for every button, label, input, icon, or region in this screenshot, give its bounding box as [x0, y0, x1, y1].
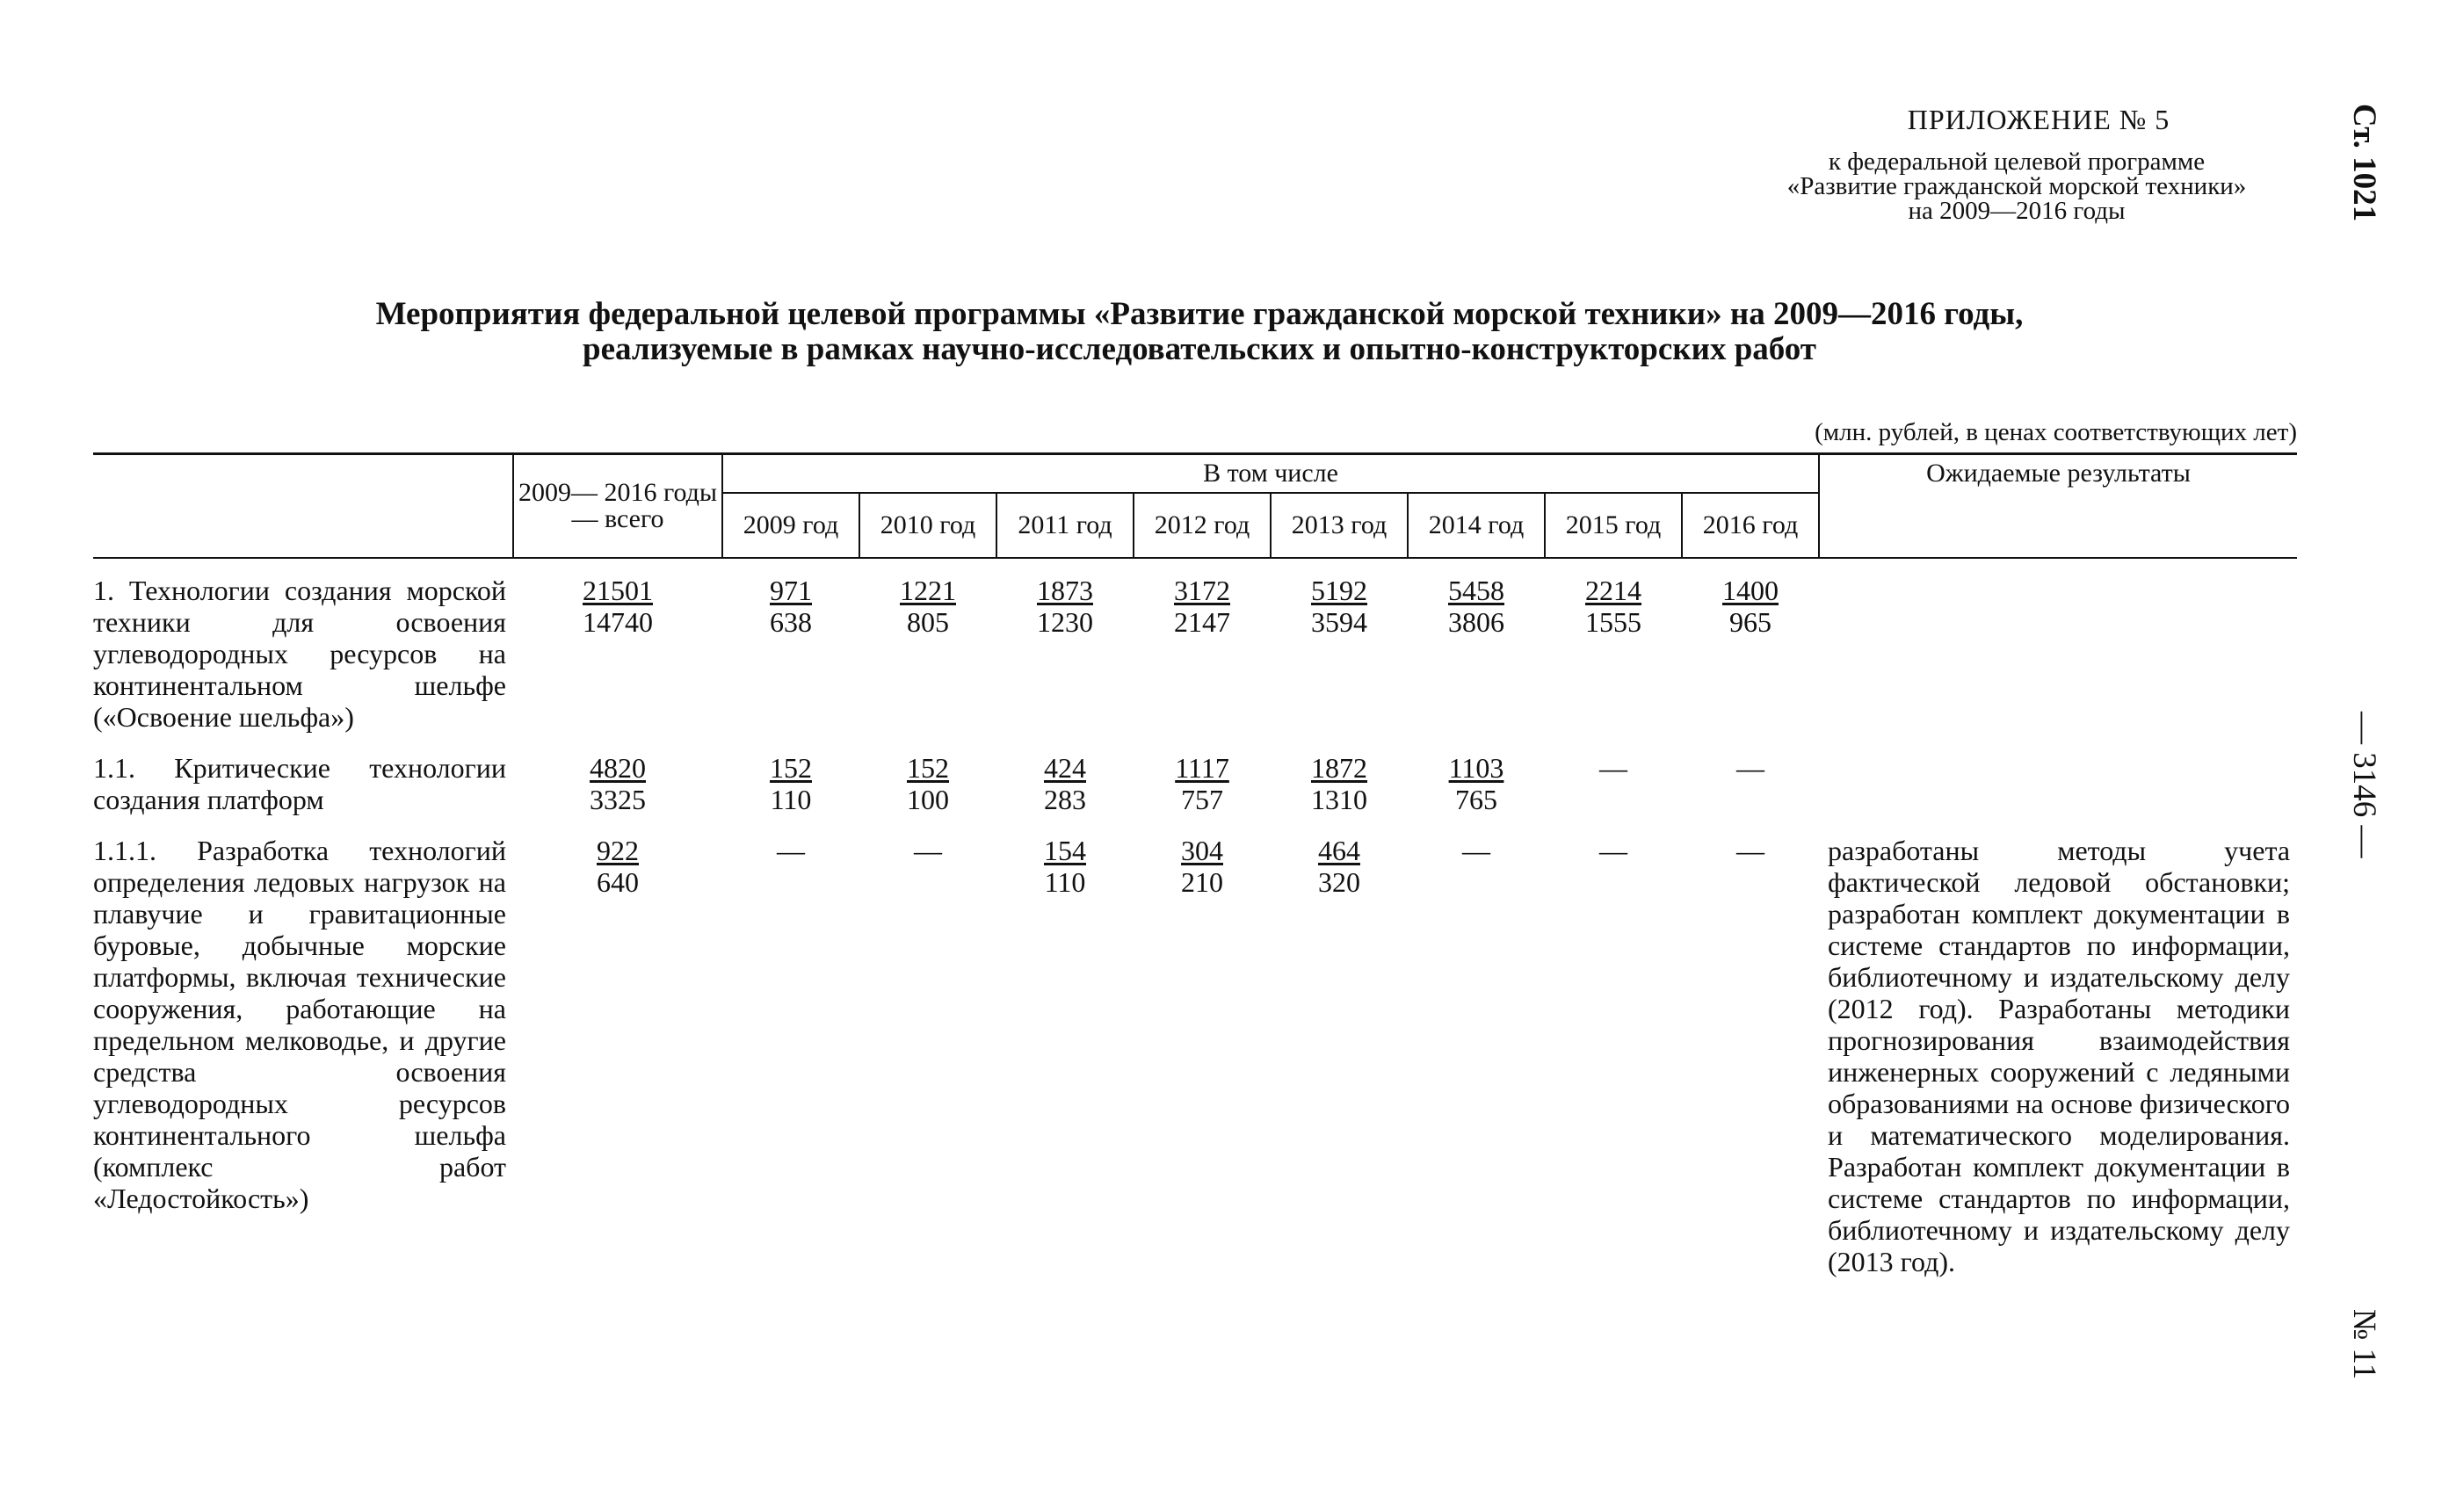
title-line-1: Мероприятия федеральной целевой программы «Развитие гражданской морской техники» на 2009—2016 годы,: [375, 296, 2024, 332]
appendix-subtitle: [1696, 149, 2337, 223]
year-amount-cell: [1545, 558, 1682, 752]
amount-federal: 805: [907, 606, 949, 638]
amount-total: 424: [1044, 752, 1086, 784]
year-amount-cell: [1134, 558, 1271, 752]
amount-fraction: [1044, 835, 1086, 898]
header-year: 2012 год: [1134, 493, 1271, 558]
amount-total: 3172: [1174, 575, 1230, 606]
year-amount-cell: [1408, 752, 1545, 835]
amount-federal: 765: [1455, 784, 1497, 815]
header-year: 2013 год: [1271, 493, 1408, 558]
total-amount-cell: [513, 752, 722, 835]
total-amount-cell: [513, 558, 722, 752]
amount-federal: 1555: [1585, 606, 1641, 638]
total-amount-cell: [513, 835, 722, 1297]
empty-dash: —: [1736, 835, 1764, 866]
amount-federal: 1310: [1311, 784, 1367, 815]
units-note: (млн. рублей, в ценах соответствующих лет): [1815, 418, 2297, 446]
amount-total: 4820: [590, 752, 646, 784]
year-amount-cell: [722, 558, 859, 752]
header-year: 2014 год: [1408, 493, 1545, 558]
amount-total: 152: [907, 752, 949, 784]
header-year: 2011 год: [996, 493, 1134, 558]
amount-federal: 757: [1181, 784, 1223, 815]
appendix-line-1: к федеральной целевой программе: [1828, 148, 2206, 176]
amount-federal: 320: [1318, 866, 1360, 898]
header-year: 2015 год: [1545, 493, 1682, 558]
header-year: 2016 год: [1682, 493, 1819, 558]
amount-total: 304: [1181, 835, 1223, 866]
amount-total: 5458: [1448, 575, 1504, 606]
amount-federal: 14740: [583, 606, 653, 638]
header-including: В том числе: [722, 454, 1819, 494]
side-page-number: — 3146 —: [2346, 712, 2382, 858]
year-amount-cell: [1408, 558, 1545, 752]
amount-fraction: [590, 752, 646, 815]
amount-federal: 965: [1729, 606, 1772, 638]
table-row: [93, 558, 2297, 752]
measure-name: 1.1.1. Разработка технологий определения ледовых нагрузок на плавучие и гравитационные буровые, добычные морские платформы, включая технические сооружения, работающие на предельном мелководье, и другие средства освоения углеводородных ресурсов континентального шельфа (комплекс работ «Ледостойкость»): [93, 835, 506, 1214]
table-row: [93, 752, 2297, 835]
amount-fraction: [900, 575, 956, 638]
amount-fraction: [907, 752, 949, 815]
amount-total: 464: [1318, 835, 1360, 866]
expected-results: [1819, 558, 2297, 752]
year-amount-cell: [996, 558, 1134, 752]
amount-total: 2214: [1585, 575, 1641, 606]
amount-total: 1400: [1722, 575, 1779, 606]
appendix-line-2: «Развитие гражданской морской техники»: [1786, 172, 2247, 200]
measure-name: 1. Технологии создания морской техники для освоения углеводородных ресурсов на континентальном шельфе («Освоение шельфа»): [93, 575, 506, 733]
amount-federal: 283: [1044, 784, 1086, 815]
amount-total: 1873: [1037, 575, 1093, 606]
empty-dash: —: [914, 835, 942, 866]
empty-dash: —: [1599, 835, 1627, 866]
year-amount-cell: [859, 835, 996, 1297]
year-amount-cell: [722, 835, 859, 1297]
expected-results: [1819, 752, 2297, 835]
amount-total: 5192: [1311, 575, 1367, 606]
amount-fraction: [1044, 752, 1086, 815]
side-article-number: Ст. 1021: [2346, 104, 2382, 222]
appendix-line-3: на 2009—2016 годы: [1908, 197, 2126, 225]
amount-federal: 3594: [1311, 606, 1367, 638]
amount-fraction: [1448, 575, 1504, 638]
year-amount-cell: [859, 752, 996, 835]
year-amount-cell: [1545, 835, 1682, 1297]
amount-fraction: [1037, 575, 1093, 638]
amount-federal: 1230: [1037, 606, 1093, 638]
year-amount-cell: [1682, 752, 1819, 835]
amount-federal: 100: [907, 784, 949, 815]
amount-fraction: [1585, 575, 1641, 638]
amount-fraction: [1175, 752, 1229, 815]
amount-federal: 640: [597, 866, 639, 898]
amount-federal: 2147: [1174, 606, 1230, 638]
document-title: [176, 297, 2223, 367]
empty-dash: —: [777, 835, 805, 866]
year-amount-cell: [1271, 835, 1408, 1297]
amount-total: 152: [770, 752, 812, 784]
empty-dash: —: [1462, 835, 1490, 866]
empty-dash: —: [1736, 752, 1764, 784]
side-issue-number: № 11: [2346, 1309, 2382, 1380]
amount-fraction: [1181, 835, 1223, 898]
year-amount-cell: [1682, 558, 1819, 752]
amount-federal: 110: [1044, 866, 1086, 898]
amount-fraction: [1311, 752, 1367, 815]
amount-fraction: [1318, 835, 1360, 898]
measures-table: [93, 452, 2297, 1297]
amount-total: 154: [1044, 835, 1086, 866]
year-amount-cell: [1545, 752, 1682, 835]
amount-fraction: [1311, 575, 1367, 638]
year-amount-cell: [722, 752, 859, 835]
amount-fraction: [770, 752, 812, 815]
amount-fraction: [1722, 575, 1779, 638]
year-amount-cell: [1134, 752, 1271, 835]
amount-federal: 110: [770, 784, 812, 815]
amount-fraction: [770, 575, 812, 638]
amount-total: 1117: [1175, 752, 1229, 784]
amount-fraction: [583, 575, 653, 638]
year-amount-cell: [996, 752, 1134, 835]
expected-results: разработаны методы учета фактической ледовой обстановки; разработан комплект документации в системе стандартов по информации, библиотечному и издательскому делу (2012 год). Разработаны методики прогнозирования взаимодействия инженерных сооружений с ледяными образованиями на основе физического и математического моделирования. Разработан комплект документации в системе стандартов по информации, библиотечному и издательскому делу (2013 год).: [1828, 835, 2291, 1277]
header-total: 2009— 2016 годы — всего: [513, 454, 722, 559]
amount-federal: 3806: [1448, 606, 1504, 638]
measure-name: 1.1. Критические технологии создания платформ: [93, 752, 506, 815]
appendix-title: ПРИЛОЖЕНИЕ № 5: [1907, 104, 2170, 135]
year-amount-cell: [996, 835, 1134, 1297]
header-year: 2009 год: [722, 493, 859, 558]
amount-fraction: [597, 835, 639, 898]
year-amount-cell: [1134, 835, 1271, 1297]
amount-fraction: [1449, 752, 1504, 815]
year-amount-cell: [1271, 558, 1408, 752]
amount-total: 1872: [1311, 752, 1367, 784]
amount-total: 1103: [1448, 752, 1504, 784]
year-amount-cell: [1271, 752, 1408, 835]
amount-federal: 638: [770, 606, 812, 638]
header-results: Ожидаемые результаты: [1819, 454, 2297, 559]
title-line-2: реализуемые в рамках научно-исследовательских и опытно-конструкторских работ: [583, 331, 1816, 367]
amount-total: 1221: [900, 575, 956, 606]
year-amount-cell: [1682, 835, 1819, 1297]
header-name-cell: [93, 454, 513, 559]
amount-federal: 3325: [590, 784, 646, 815]
amount-total: 971: [770, 575, 812, 606]
amount-fraction: [1174, 575, 1230, 638]
year-amount-cell: [859, 558, 996, 752]
year-amount-cell: [1408, 835, 1545, 1297]
header-year: 2010 год: [859, 493, 996, 558]
empty-dash: —: [1599, 752, 1627, 784]
table-row: [93, 835, 2297, 1297]
amount-federal: 210: [1181, 866, 1223, 898]
amount-total: 21501: [583, 575, 653, 606]
amount-total: 922: [597, 835, 639, 866]
